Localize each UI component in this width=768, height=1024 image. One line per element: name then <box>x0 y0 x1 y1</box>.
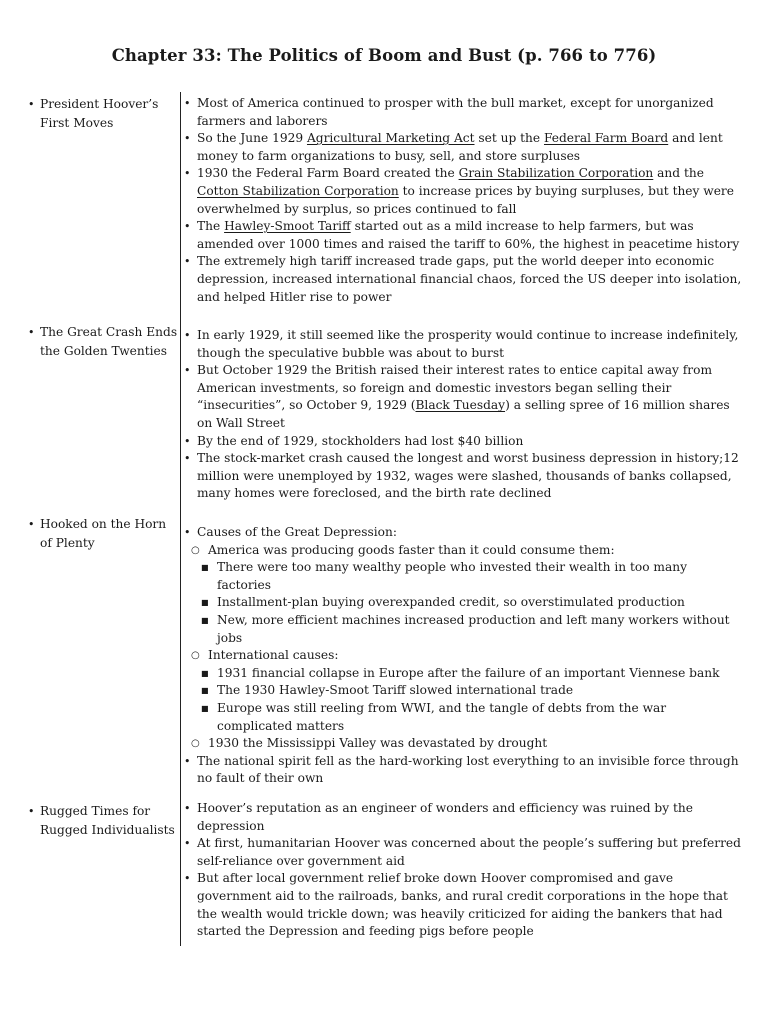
note-subitem <box>184 542 744 560</box>
page-title: Chapter 33: The Politics of Boom and Bust (p. 766 to 776) <box>111 46 657 65</box>
topic-label: The Great Crash Ends the Golden Twenties <box>40 325 178 358</box>
note-item <box>184 524 744 542</box>
topic-great-crash <box>28 323 178 361</box>
note-subitem <box>184 647 744 665</box>
note-subitem <box>184 735 744 753</box>
note-text: America was producing goods faster than it could consume them: <box>208 542 615 557</box>
note-text: to increase prices by buying surpluses, but they were overwhelmed by surplus, so prices continued to fall <box>197 183 734 216</box>
note-text: Most of America continued to prosper with the bull market, except for unorganized farmers and laborers <box>197 96 714 128</box>
note-text: New, more efficient machines increased production and left many workers without jobs <box>217 612 730 645</box>
note-text: and the <box>653 166 704 181</box>
note-text: So the June 1929 <box>197 131 307 146</box>
note-bullet: • <box>184 132 191 146</box>
note-text: But after local government relief broke down Hoover compromised and gave government aid to the railroads, banks, and rural credit corporations in the hope that the wealth would trickle down; was heavily criticized for aiding the bankers that had started the Depression and feeding pigs before people <box>197 871 728 939</box>
note-text: By the end of 1929, stockholders had lost $40 billion <box>197 433 524 448</box>
note-text: 1931 financial collapse in Europe after the failure of an important Viennese bank <box>217 665 720 680</box>
term-cotton-stabilization-corporation: Cotton Stabilization Corporation <box>197 183 399 198</box>
note-bullet: • <box>184 364 191 378</box>
note-item <box>184 800 744 835</box>
note-item <box>184 362 744 432</box>
note-text: The stock-market crash caused the longest and worst business depression in history;12 million were unemployed by 1932, wages were slashed, thousands of banks collapsed, many homes were foreclosed, and the birth rate declined <box>197 451 739 501</box>
note-bullet: • <box>184 754 191 768</box>
term-federal-farm-board: Federal Farm Board <box>543 131 669 146</box>
topic-label: President Hoover’s First Moves <box>40 97 159 130</box>
notes-presidents-first-moves <box>184 95 744 306</box>
note-bullet: ■ <box>201 668 209 678</box>
note-item <box>184 450 744 503</box>
note-bullet: • <box>184 220 191 234</box>
note-text: Europe was still reeling from WWI, and the tangle of debts from the war complicated matters <box>217 700 667 733</box>
note-bullet: ○ <box>191 738 200 750</box>
note-text: In early 1929, it still seemed like the prosperity would continue to increase indefinitely, though the speculative bubble was about to burst <box>197 328 739 360</box>
notes-great-crash <box>184 327 744 503</box>
note-text: There were too many wealthy people who invested their wealth in too many factories <box>217 560 687 592</box>
term-grain-stabilization-corporation: Grain Stabilization Corporation <box>458 166 654 181</box>
note-bullet: ■ <box>201 563 209 573</box>
note-bullet: • <box>184 802 191 815</box>
note-item <box>184 753 744 788</box>
note-text: But October 1929 the British raised their interest rates to entice capital away from American investments, so foreign and domestic investors began selling their “insecurities”, so October 9, 1929 ( <box>197 363 713 413</box>
note-text: ) a selling spree of 16 million shares on Wall Street <box>197 398 730 430</box>
topic-bullet: • <box>28 805 35 818</box>
topic-label: Rugged Times for Rugged Individualists <box>40 804 175 837</box>
term-agricultural-marketing-act: Agricultural Marketing Act <box>306 131 475 146</box>
term-black-tuesday: Black Tuesday <box>415 398 506 413</box>
note-text: Causes of the Great Depression: <box>197 525 397 539</box>
note-bullet: ○ <box>191 650 200 662</box>
note-subsubitem <box>184 700 744 735</box>
topic-bullet: • <box>28 326 35 339</box>
note-bullet: • <box>184 526 191 539</box>
note-text: The national spirit fell as the hard-working lost everything to an invisible force through no fault of their own <box>197 753 739 786</box>
note-text: The extremely high tariff increased trade gaps, put the world deeper into economic depression, increased international financial chaos, forced the US deeper into isolation, and helped Hitler rise to power <box>197 254 742 304</box>
notes-rugged-times <box>184 800 744 941</box>
column-divider <box>180 92 181 946</box>
notes-horn-of-plenty <box>184 524 744 788</box>
note-bullet: • <box>184 434 191 448</box>
note-item <box>184 165 744 218</box>
note-text: started out as a mild increase to help farmers, but was amended over 1000 times and raised the tariff to 60%, the highest in peacetime history <box>197 219 740 251</box>
note-item <box>184 870 744 940</box>
note-bullet: ■ <box>201 703 209 713</box>
note-text: At first, humanitarian Hoover was concerned about the people’s suffering but preferred self-reliance over government aid <box>197 836 741 868</box>
note-item <box>184 130 744 165</box>
term-hawley-smoot-tariff: Hawley-Smoot Tariff <box>224 219 351 234</box>
note-item <box>184 433 744 451</box>
note-bullet: ■ <box>201 598 209 608</box>
note-subsubitem <box>184 594 744 612</box>
topic-presidents-first-moves <box>28 95 178 133</box>
note-text: The <box>197 219 225 234</box>
note-item <box>184 327 744 362</box>
note-subsubitem <box>184 682 744 700</box>
note-bullet: • <box>184 872 191 886</box>
note-text: 1930 the Mississippi Valley was devastated by drought <box>208 736 548 751</box>
note-text: International causes: <box>208 648 339 663</box>
note-subsubitem <box>184 612 744 647</box>
topic-horn-of-plenty <box>28 515 178 553</box>
note-text: Hoover’s reputation as an engineer of wonders and efficiency was ruined by the depression <box>197 801 693 833</box>
note-bullet: ■ <box>201 615 209 625</box>
note-item <box>184 95 744 130</box>
note-bullet: ○ <box>191 544 200 556</box>
note-text: and lent money to farm organizations to busy, sell, and store surpluses <box>197 131 723 163</box>
note-item <box>184 253 744 306</box>
note-bullet: • <box>184 167 191 181</box>
topic-rugged-times <box>28 802 178 840</box>
note-bullet: • <box>184 837 191 851</box>
note-text: Installment-plan buying overexpanded credit, so overstimulated production <box>217 595 685 610</box>
note-bullet: • <box>184 97 191 110</box>
topic-bullet: • <box>28 98 35 111</box>
note-text: set up the <box>474 131 544 146</box>
note-item <box>184 218 744 253</box>
note-subsubitem <box>184 665 744 683</box>
note-item <box>184 835 744 870</box>
note-bullet: • <box>184 329 191 342</box>
note-subsubitem <box>184 559 744 594</box>
note-bullet: • <box>184 452 191 466</box>
note-text: The 1930 Hawley-Smoot Tariff slowed international trade <box>217 683 574 698</box>
note-text: 1930 the Federal Farm Board created the <box>197 166 459 181</box>
note-bullet: ■ <box>201 686 209 696</box>
topic-bullet: • <box>28 518 35 531</box>
note-bullet: • <box>184 255 191 269</box>
topic-label: Hooked on the Horn of Plenty <box>40 517 167 550</box>
